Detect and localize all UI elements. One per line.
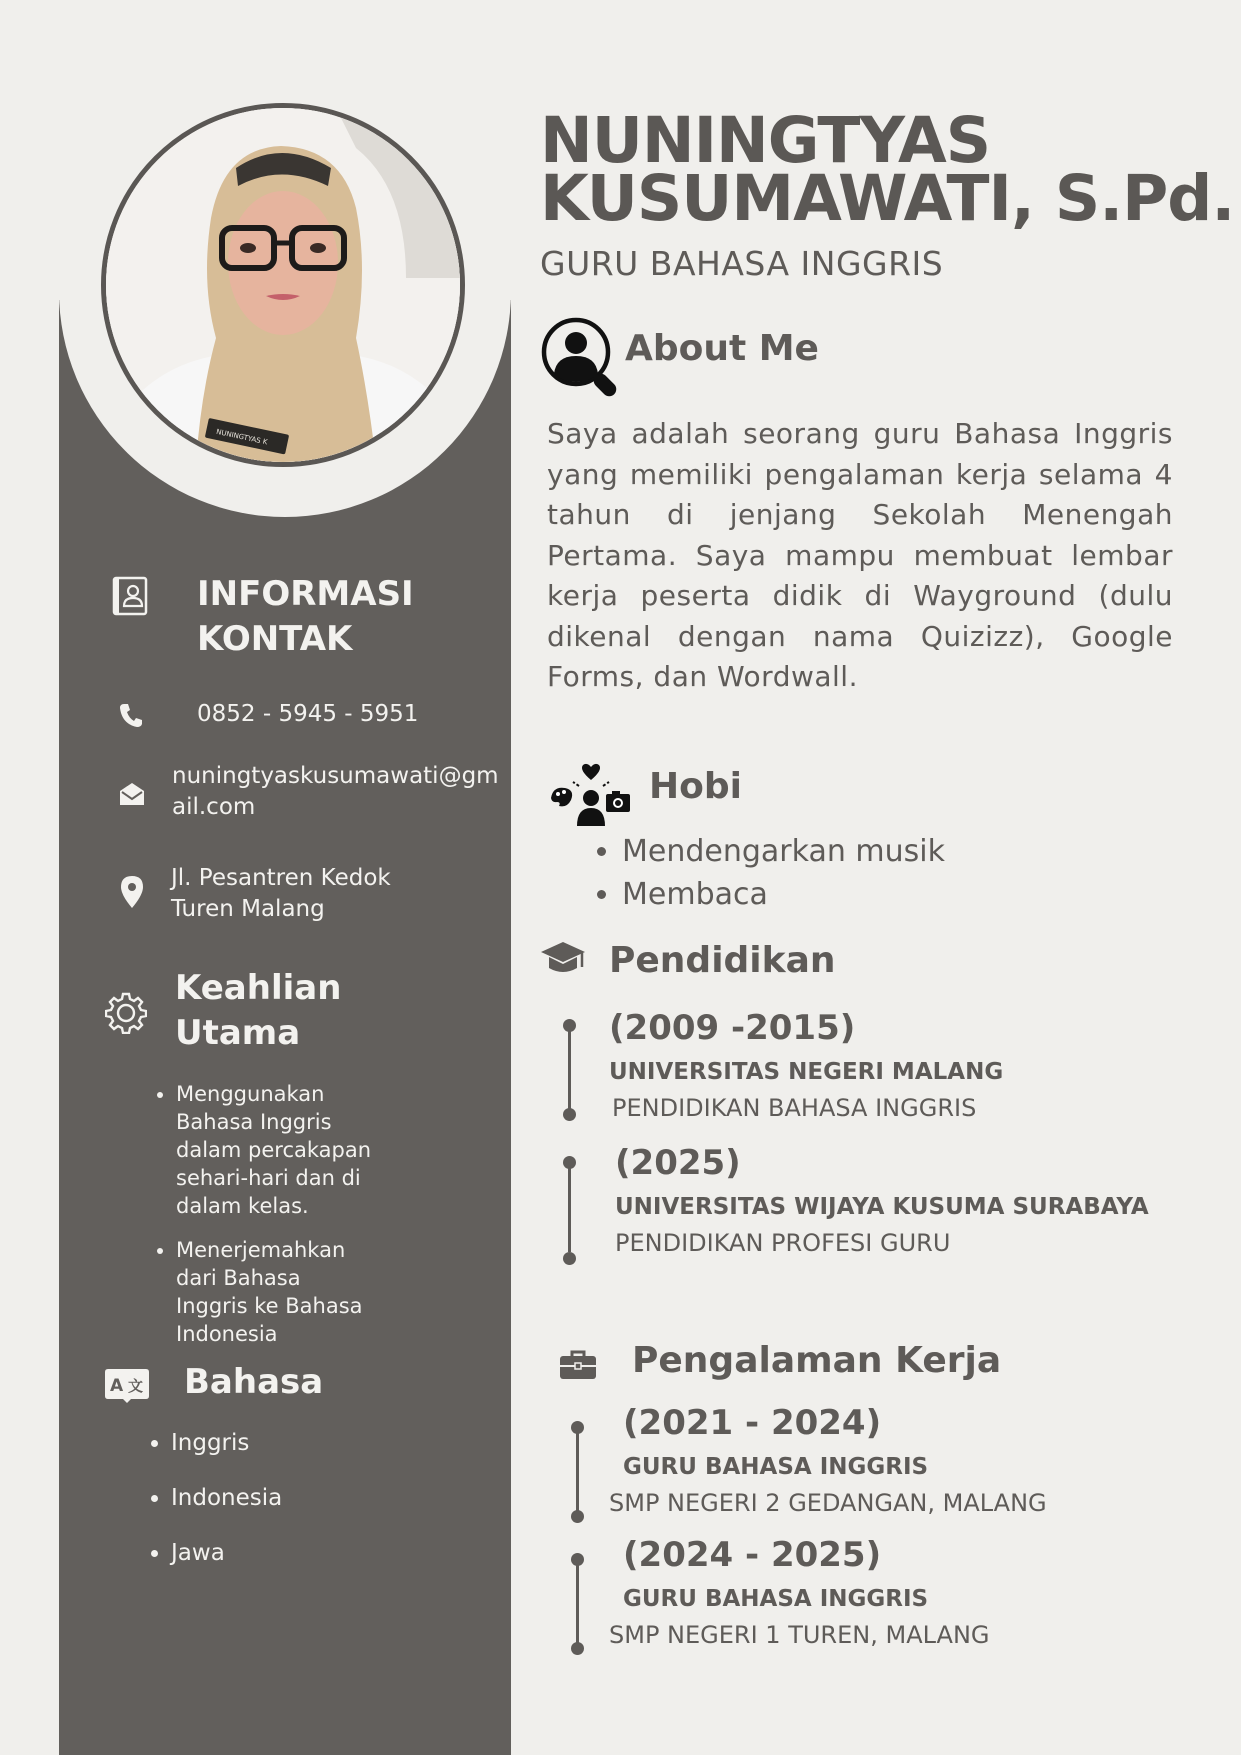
address-line1: Jl. Pesantren Kedok [171,865,391,891]
education-year: (2025) [615,1143,741,1183]
contact-title-line2: KONTAK [197,619,353,659]
skill-item [176,1080,406,1220]
experience-position: GURU BAHASA INGGRIS [623,1586,929,1612]
location-pin-icon [120,875,144,913]
translate-icon [104,1368,150,1408]
timeline-dot [571,1510,584,1523]
timeline-line [576,1559,579,1649]
name-line2: KUSUMAWATI, S.Pd. [540,162,1235,235]
gear-icon [105,992,147,1038]
phone-number[interactable]: 0852 - 5945 - 5951 [197,701,419,727]
contact-card-icon [111,576,149,620]
hobi-item: • Membaca [622,873,1122,916]
skill-line: • Menerjemahkan [176,1238,346,1262]
about-text: Saya adalah seorang guru Bahasa Inggris yang memiliki pengalaman kerja selama 4 tahun di jenjang Sekolah Menengah Pertama. Saya mampu membuat lembar kerja peserta didik di Wayground (dulu dikenal dengan nama Quizizz), Google Forms, dan Wordwall. [547,417,1173,693]
hobi-item: • Mendengarkan musik [622,830,1122,873]
education-program: PENDIDIKAN PROFESI GURU [615,1229,951,1257]
hobi-title: Hobi [649,766,742,807]
skill-line: sehari-hari dan di [176,1166,361,1190]
photo-badge-text: NUNINGTYAS K [215,427,269,447]
education-year: (2009 -2015) [609,1008,856,1048]
svg-text:A: A [110,1376,124,1396]
languages-list [147,1428,431,1593]
skills-list [152,1080,406,1364]
timeline-dot [571,1642,584,1655]
skill-line: Indonesia [176,1322,278,1346]
email-address[interactable] [172,761,499,823]
skill-line: dalam kelas. [176,1194,309,1218]
timeline-dot [563,1108,576,1121]
graduation-cap-icon [540,940,586,982]
person-search-icon [540,316,624,404]
skills-title-line2: Utama [175,1013,301,1053]
education-institution: UNIVERSITAS WIJAYA KUSUMA SURABAYA [615,1194,1149,1220]
timeline-dot [563,1252,576,1265]
email-line2: ail.com [172,794,256,820]
language-item: • Indonesia [171,1483,431,1514]
timeline-line [568,1162,571,1252]
experience-year: (2021 - 2024) [623,1403,882,1443]
experience-place: SMP NEGERI 1 TUREN, MALANG [609,1621,990,1649]
education-title: Pendidikan [609,940,836,981]
timeline-line [576,1427,579,1517]
experience-position: GURU BAHASA INGGRIS [623,1454,929,1480]
contact-title [197,572,414,662]
skill-line: • Menggunakan [176,1082,325,1106]
envelope-icon [119,782,145,810]
hobi-list [584,830,1122,916]
education-program: PENDIDIKAN BAHASA INGGRIS [612,1094,977,1122]
experience-title: Pengalaman Kerja [632,1340,1002,1381]
language-item: • Inggris [171,1428,431,1459]
experience-place: SMP NEGERI 2 GEDANGAN, MALANG [609,1489,1047,1517]
profile-role: GURU BAHASA INGGRIS [540,244,944,283]
languages-title: Bahasa [184,1362,324,1402]
education-institution: UNIVERSITAS NEGERI MALANG [609,1059,1004,1085]
address [171,863,391,925]
skill-line: dari Bahasa [176,1266,301,1290]
address-line2: Turen Malang [171,896,325,922]
skill-line: Inggris ke Bahasa [176,1294,363,1318]
hobbies-icon [549,762,631,832]
svg-text:文: 文 [128,1377,144,1395]
experience-year: (2024 - 2025) [623,1535,882,1575]
skills-title-line1: Keahlian [175,968,342,1008]
timeline-line [568,1025,571,1115]
skill-line: dalam percakapan [176,1138,372,1162]
briefcase-icon [559,1350,597,1384]
name-line1: NUNINGTYAS [540,104,991,177]
language-item: • Jawa [171,1538,431,1569]
email-line1: nuningtyaskusumawati@gm [172,763,499,789]
profile-name [540,104,1235,235]
skill-item [176,1236,406,1348]
about-title: About Me [625,328,819,369]
skill-line: Bahasa Inggris [176,1110,332,1134]
profile-photo [101,103,465,467]
contact-title-line1: INFORMASI [197,574,414,614]
phone-icon [119,702,143,732]
skills-title [175,966,341,1056]
